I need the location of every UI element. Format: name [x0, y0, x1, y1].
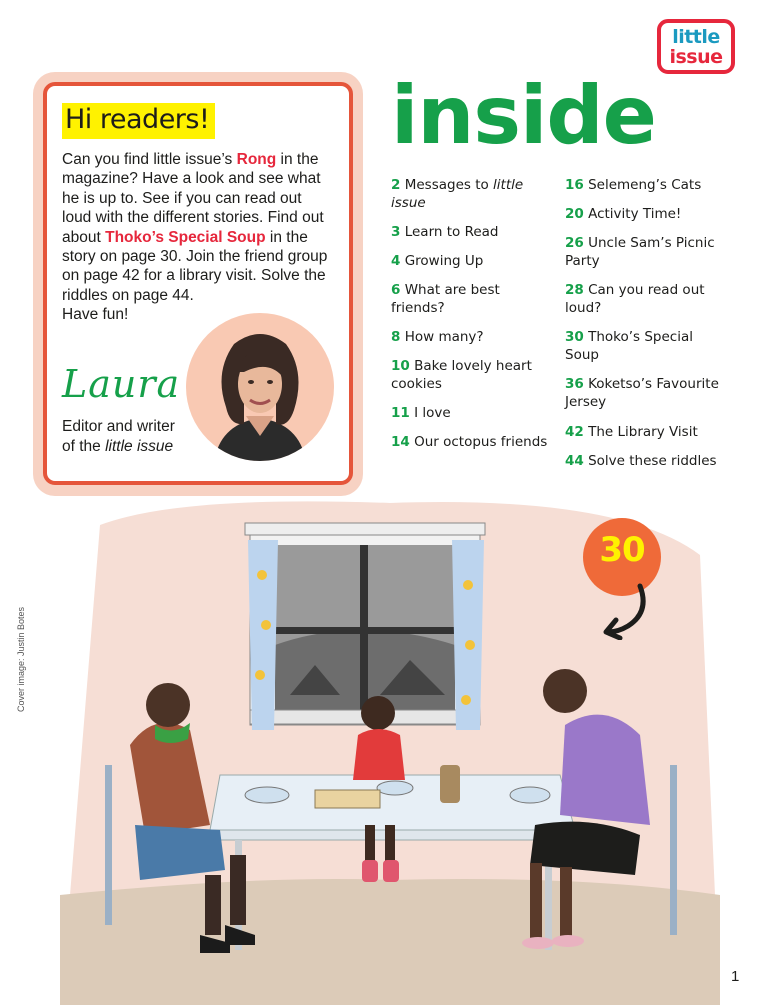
toc-page-number: 3 [391, 224, 401, 240]
toc-page-number: 42 [565, 424, 584, 440]
letter-text-3: in the story on page 30. Join the friend group on page 42 for a library visit. Solve the riddles on page 44. [62, 228, 328, 304]
toc-title-italic: little issue [391, 177, 524, 211]
toc-title: What are best friends? [391, 282, 500, 316]
toc-page-number: 44 [565, 453, 584, 469]
toc-title: Koketso’s Favourite Jersey [565, 376, 719, 410]
toc-page-number: 26 [565, 235, 584, 251]
toc-title: Solve these riddles [588, 453, 717, 469]
toc-item[interactable] [565, 328, 705, 364]
rong-highlight: Rong [236, 151, 277, 168]
toc-page-number: 6 [391, 282, 401, 298]
toc-page-number: 20 [565, 206, 584, 222]
toc-page-number: 4 [391, 253, 401, 269]
toc-page-number: 16 [565, 177, 584, 193]
toc-page-number: 11 [391, 405, 410, 421]
toc-title: Our octopus friends [414, 434, 548, 450]
greeting-heading: Hi readers! [62, 103, 215, 139]
toc-item[interactable] [391, 176, 556, 212]
toc-item[interactable] [391, 357, 541, 393]
logo-text-issue: issue [669, 46, 723, 68]
toc-item[interactable] [565, 423, 730, 441]
toc-item[interactable] [565, 452, 735, 470]
little-issue-logo [657, 19, 735, 74]
editor-publication: little issue [105, 437, 174, 455]
toc-title: Bake lovely heart cookies [391, 358, 532, 392]
toc-title: The Library Visit [588, 424, 698, 440]
toc-title: Activity Time! [588, 206, 682, 222]
editor-role: Editor and writer [62, 418, 175, 435]
letter-text-1: Can you find little issue’s [62, 151, 237, 168]
toc-item[interactable] [391, 404, 556, 422]
toc-item[interactable] [565, 234, 725, 270]
toc-page-number: 8 [391, 329, 401, 345]
toc-title: Uncle Sam’s Picnic Party [565, 235, 715, 269]
toc-title: I love [414, 405, 451, 421]
toc-item[interactable] [391, 223, 556, 241]
page-badge-number: 30 [599, 530, 645, 570]
letter-text-4: Have fun! [62, 306, 129, 324]
toc-item[interactable] [391, 252, 556, 270]
toc-item[interactable] [391, 433, 563, 451]
toc-page-number: 28 [565, 282, 584, 298]
toc-title: Thoko’s Special Soup [565, 329, 694, 363]
toc-title: How many? [404, 329, 484, 345]
toc-title: Growing Up [404, 253, 484, 269]
toc-title: Selemeng’s Cats [588, 177, 702, 193]
toc-page-number: 30 [565, 329, 584, 345]
toc-title: Can you read out loud? [565, 282, 705, 316]
editor-prefix: of the [62, 437, 106, 455]
toc-item[interactable] [565, 281, 725, 317]
curved-arrow-icon [598, 582, 652, 640]
logo-text-little: little [672, 26, 720, 48]
letter-body [62, 150, 330, 325]
toc-page-number: 14 [391, 434, 410, 450]
editor-signature: Laura [62, 362, 181, 406]
toc-page-number: 36 [565, 376, 584, 392]
inside-title: inside [391, 69, 656, 162]
toc-item[interactable] [391, 328, 556, 346]
letter-text-2: in the magazine? Have a look and see what he is up to. See if you can read out loud with the different stories. Find out about [62, 151, 324, 246]
toc-page-number: 10 [391, 358, 410, 374]
toc-item[interactable] [391, 281, 521, 317]
toc-item[interactable] [565, 176, 730, 194]
soup-highlight: Thoko’s Special Soup [105, 228, 266, 246]
cover-image-credit: Cover image: Justin Botes [16, 606, 26, 712]
editor-portrait [184, 312, 336, 462]
page-number: 1 [731, 968, 740, 985]
toc-item[interactable] [565, 375, 730, 411]
toc-item[interactable] [565, 205, 730, 223]
toc-title: Learn to Read [404, 224, 499, 240]
toc-title: Messages to [404, 177, 494, 193]
toc-page-number: 2 [391, 177, 401, 193]
